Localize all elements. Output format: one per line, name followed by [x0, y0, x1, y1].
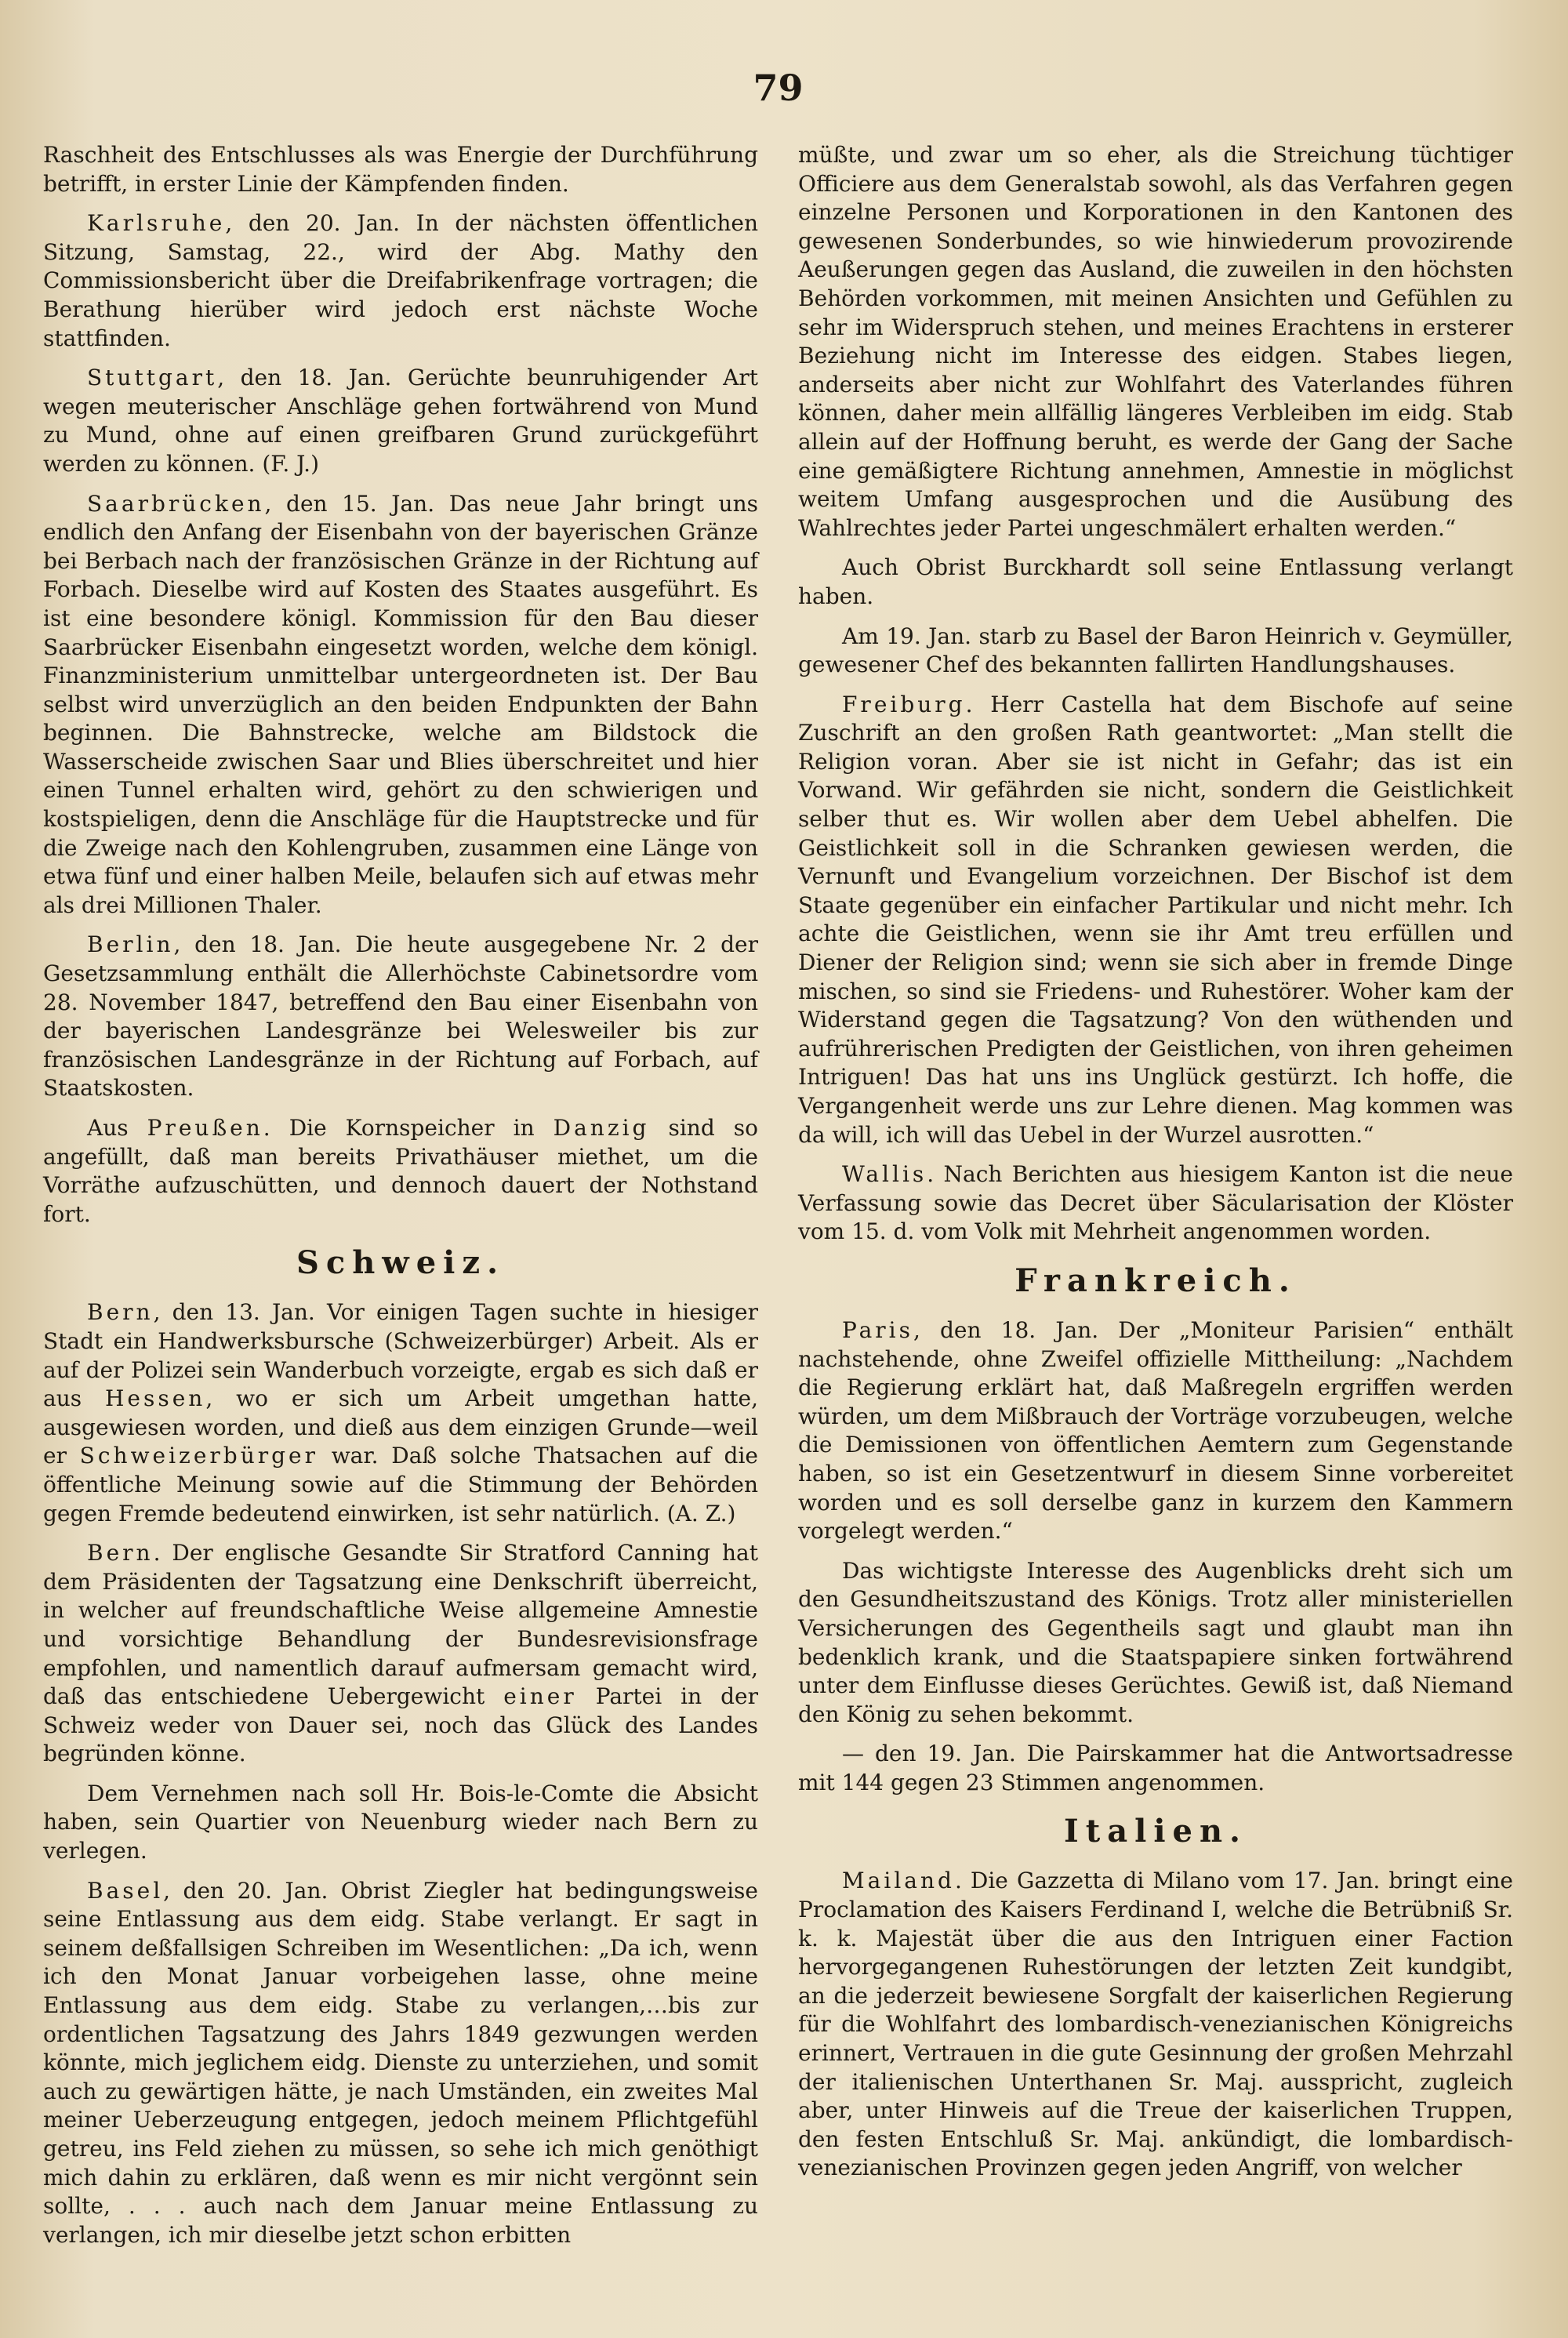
- article-berlin: Berlin, den 18. Jan. Die heute ausgegebene Nr. 2 der Gesetzsammlung enthält die Allerhöchste Cabinetsordre vom 28. November 1847, betreffend den Bau einer Eisenbahn von der bayerischen Landesgränze bei Welesweiler bis zur französischen Landesgränze in der Richtung auf Forbach, auf Staatskosten.: [43, 931, 758, 1102]
- dateline-karlsruhe: Karlsruhe: [87, 210, 226, 237]
- section-heading-schweiz: Schweiz.: [296, 1244, 506, 1282]
- dateline-stuttgart: Stuttgart: [87, 365, 218, 391]
- dateline-berlin: Berlin: [87, 931, 174, 958]
- spaced-schweizerbuerger: Schweizerbürger: [79, 1443, 318, 1469]
- article-bois-le-comte: Dem Vernehmen nach soll Hr. Bois-le-Comte die Absicht haben, sein Quartier von Neuenburg wieder nach Bern zu verlegen.: [43, 1780, 758, 1864]
- article-mailand: Mailand. Die Gazzetta di Milano vom 17. Jan. bringt eine Proclamation des Kaisers Ferdinand I, welche die Betrübniß Sr. k. k. Majestät über die aus den Intriguen einer Faction hervorgegangenen Ruhestörungen der letzten Zeit kundgibt, an die jederzeit bewiesene Sorgfalt der kaiserlichen Regierung für die Wohlfahrt des lombardisch-venezianischen Königreichs erinnert, Vertrauen in die gute Gesinnung der großen Mehrzahl der italienischen Unterthanen Sr. Maj. ausspricht, zugleich aber, unter Hinweis auf die Treue der kaiserlichen Truppen, den festen Entschluß Sr. Maj. ankündigt, die lombardisch-venezianischen Provinzen gegen jeden Angriff, von welcher: [798, 1868, 1513, 2181]
- left-column: [43, 141, 758, 2260]
- columns: [43, 141, 1513, 2260]
- article-continuation: Raschheit des Entschlusses als was Energie der Durchführung betrifft, in erster Linie der Kämpfenden finden.: [43, 142, 758, 197]
- article-pairskammer: — den 19. Jan. Die Pairskammer hat die Antwortsadresse mit 144 gegen 23 Stimmen angenommen.: [798, 1741, 1513, 1795]
- dateline-mailand: Mailand: [842, 1868, 955, 1894]
- article-bern-2: Bern. Der englische Gesandte Sir Stratford Canning hat dem Präsidenten der Tagsatzung eine Denkschrift überreicht, in welcher auf freundschaftliche Weise allgemeine Amnestie und vorsichtige Behandlung der Bundesrevisionsfrage empfohlen, und namentlich darauf aufmersam gemacht wird, daß das entschiedene Uebergewicht einer Partei in der Schweiz weder von Dauer sei, noch das Glück des Landes begründen könne.: [43, 1540, 758, 1767]
- dateline-wallis: Wallis: [842, 1161, 927, 1188]
- dateline-preussen: Preußen: [147, 1115, 263, 1141]
- place-danzig: Danzig: [553, 1115, 650, 1141]
- spaced-einer: einer: [503, 1683, 577, 1710]
- section-heading-italien: Italien.: [1064, 1813, 1247, 1850]
- article-stuttgart: Stuttgart, den 18. Jan. Gerüchte beunruhigender Art wegen meuterischer Anschläge gehen fortwährend von Mund zu Mund, ohne auf einen greifbaren Grund zurückgeführt werden zu können. (F. J.): [43, 365, 758, 477]
- article-basel-continuation: müßte, und zwar um so eher, als die Streichung tüchtiger Officiere aus dem Generalstab sowohl, als das Verfahren gegen einzelne Personen und Korporationen in den Kantonen des gewesenen Sonderbundes, so wie hinwiederum provozirende Aeußerungen gegen das Ausland, die zuweilen in den höchsten Behörden vorkommen, mit meinen Ansichten und Gefühlen zu sehr im Widerspruch stehen, und meines Erachtens in ersterer Beziehung nicht im Interesse des eidgen. Stabes liegen, anderseits aber nicht zur Wohlfahrt des Vaterlandes führen können, daher mein allfällig längeres Verbleiben im eidg. Stab allein auf der Hoffnung beruht, es werde der Gang der Sache eine gemäßigtere Richtung annehmen, Amnestie in möglichst weitem Umfang ausgesprochen und die Ausübung des Wahlrechtes jeder Partei ungeschmälert erhalten werden.“: [798, 142, 1513, 541]
- dateline-freiburg: Freiburg: [842, 691, 966, 717]
- article-bern-1: Bern, den 13. Jan. Vor einigen Tagen suchte in hiesiger Stadt ein Handwerksbursche (Schweizerbürger) Arbeit. Als er auf der Polizei sein Wanderbuch vorzeigte, ergab es sich daß er aus Hessen, wo er sich um Arbeit umgethan hatte, ausgewiesen worden, und dieß aus dem einzigen Grunde—weil er Schweizerbürger war. Daß solche Thatsachen auf die öffentliche Meinung sowie auf die Stimmung der Behörden gegen Fremde bedeutend einwirken, ist sehr natürlich. (A. Z.): [43, 1299, 759, 1527]
- article-basel: Basel, den 20. Jan. Obrist Ziegler hat bedingungsweise seine Entlassung aus dem eidg. Stabe verlangt. Er sagt in seinem deßfallsigen Schreiben im Wesentlichen: „Da ich, wenn ich den Monat Januar vorbeigehen lasse, ohne meine Entlassung aus dem eidg. Stabe zu verlangen,…bis zur ordentlichen Tagsatzung des Jahrs 1849 gezwungen werden könnte, mich jeglichem eidg. Dienste zu unterziehen, und somit auch zu gewärtigen hätte, je nach Umständen, ein zweites Mal meiner Ueberzeugung entgegen, jedoch meinem Pflichtgefühl getreu, ins Feld ziehen zu müssen, so sehe ich mich genöthigt mich dahin zu erklären, daß wenn es mir nicht vergönnt sein sollte, . . . auch nach dem Januar meine Entlassung zu verlangen, ich mir dieselbe jetzt schon erbitten: [43, 1877, 758, 2248]
- article-koenig: Das wichtigste Interesse des Augenblicks dreht sich um den Gesundheitszustand des Königs. Trotz aller ministeriellen Versicherungen des Gegentheils sagt und glaubt man ihn bedenklich krank, und die Staatspapiere sinken fortwährend unter dem Einflusse dieses Gerüchtes. Gewiß ist, daß Niemand den König zu sehen bekommt.: [798, 1557, 1513, 1727]
- article-burckhardt: Auch Obrist Burckhardt soll seine Entlassung verlangt haben.: [798, 554, 1513, 609]
- article-preussen: Aus Preußen. Die Kornspeicher in Danzig sind so angefüllt, daß man bereits Privathäuser miethet, um die Vorräthe aufzuschütten, und dennoch dauert der Nothstand fort.: [43, 1115, 758, 1227]
- article-saarbruecken: Saarbrücken, den 15. Jan. Das neue Jahr bringt uns endlich den Anfang der Eisenbahn von der bayerischen Gränze bei Berbach nach der französischen Gränze in der Richtung auf Forbach. Dieselbe wird auf Kosten des Staates ausgeführt. Es ist eine besondere königl. Kommission für den Bau dieser Saarbrücker Eisenbahn eingesetzt worden, welche dem königl. Finanzministerium unmittelbar untergeordneten ist. Der Bau selbst wird unverzüglich an den beiden Endpunkten der Bahn beginnen. Die Bahnstrecke, welche am Bildstock die Wasserscheide zwischen Saar und Blies überschreitet und hier einen Tunnel erhalten wird, gehört zu den schwierigen und kostspieligen, denn die Anschläge für die Hauptstrecke und für die Zweige nach den Kohlengruben, zusammen eine Länge von etwa fünf und einer halben Meile, belaufen sich auf etwas mehr als drei Millionen Thaler.: [43, 490, 758, 918]
- dateline-bern-2: Bern: [87, 1540, 154, 1567]
- dateline-paris: Paris: [842, 1316, 913, 1343]
- right-column: [798, 141, 1513, 2260]
- spaced-hessen: Hessen: [105, 1385, 206, 1412]
- article-paris: Paris, den 18. Jan. Der „Moniteur Parisien“ enthält nachstehende, ohne Zweifel offizielle Mittheilung: „Nachdem die Regierung erklärt hat, daß Maßregeln ergriffen werden würden, um dem Mißbrauch der Vorträge vorzubeugen, welche die Demissionen von öffentlichen Aemtern zum Gegenstande haben, so ist ein Gesetzentwurf in diesem Sinne vorbereitet worden und es soll derselbe ganz in kurzem den Kammern vorgelegt werden.“: [798, 1316, 1513, 1545]
- dateline-basel: Basel: [87, 1877, 164, 1904]
- article-freiburg: Freiburg. Herr Castella hat dem Bischofe auf seine Zuschrift an den großen Rath geantwortet: „Man stellt die Religion voran. Aber sie ist nicht in Gefahr; das ist ein Vorwand. Wir gefährden sie nicht, sondern die Geistlichkeit selber thut es. Wir wollen aber dem Uebel abhelfen. Die Geistlichkeit soll in die Schranken gewiesen werden, die Vernunft und Evangelium vorzeichnen. Der Bischof ist dem Staate gegenüber ein einfacher Partikular und nicht mehr. Ich achte die Geistlichen, wenn sie ihr Amt treu erfüllen und Diener der Religion sind; wenn sie sich aber in fremde Dinge mischen, so sind sie Friedens- und Ruhestörer. Woher kam der Widerstand gegen die Tagsatzung? Von den wüthenden und aufrührerischen Predigten der Geistlichen, von ihren geheimen Intriguen! Das hat uns ins Unglück gestürzt. Ich hoffe, die Vergangenheit werde uns zur Lehre dienen. Mag kommen was da will, ich will das Uebel in der Wurzel ausrotten.“: [798, 691, 1513, 1148]
- article-karlsruhe: Karlsruhe, den 20. Jan. In der nächsten öffentlichen Sitzung, Samstag, 22., wird der Abg. Mathy den Commissionsbericht über die Dreifabrikenfrage vortragen; die Berathung hierüber wird jedoch erst nächste Woche stattfinden.: [43, 210, 758, 351]
- article-geymueller: Am 19. Jan. starb zu Basel der Baron Heinrich v. Geymüller, gewesener Chef des bekannten fallirten Handlungshauses.: [798, 623, 1513, 678]
- article-wallis: Wallis. Nach Berichten aus hiesigem Kanton ist die neue Verfassung sowie das Decret über Säcularisation der Klöster vom 15. d. vom Volk mit Mehrheit angenommen worden.: [798, 1161, 1513, 1245]
- dateline-bern: Bern: [87, 1299, 154, 1326]
- page-number: 79: [753, 67, 804, 109]
- section-heading-frankreich: Frankreich.: [1014, 1262, 1297, 1299]
- dateline-saarbruecken: Saarbrücken: [87, 490, 265, 517]
